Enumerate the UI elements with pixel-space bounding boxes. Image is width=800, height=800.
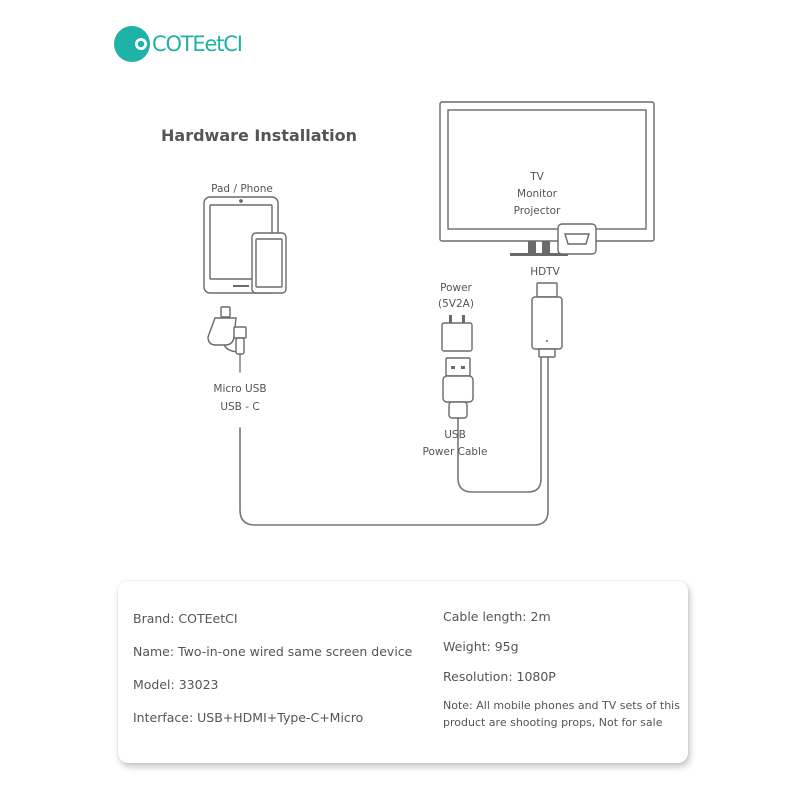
spec-resolution: Resolution: 1080P <box>443 669 556 684</box>
label-pad-phone: Pad / Phone <box>211 183 273 195</box>
page-title: Hardware Installation <box>161 126 358 145</box>
label-tv: TV <box>530 171 544 183</box>
spec-model: Model: 33023 <box>133 677 219 692</box>
usb-connector-icon <box>208 307 246 354</box>
label-monitor: Monitor <box>517 188 557 200</box>
spec-brand: Brand: COTEetCI <box>133 611 238 626</box>
spec-weight: Weight: 95g <box>443 639 519 654</box>
brand-name: COTEetCI <box>152 32 242 56</box>
label-projector: Projector <box>513 205 561 217</box>
usb-plug-icon <box>443 358 473 418</box>
spec-name: Name: Two-in-one wired same screen device <box>133 644 413 659</box>
label-micro-usb: Micro USB <box>213 383 267 395</box>
label-power-spec: (5V2A) <box>438 298 474 310</box>
hdmi-port-icon <box>558 224 596 254</box>
power-adapter-icon <box>442 315 472 351</box>
label-usb: USB <box>444 429 466 441</box>
label-power-cable: Power Cable <box>422 446 488 458</box>
label-usb-c: USB - C <box>220 401 260 413</box>
hdmi-dongle-icon <box>532 283 562 357</box>
specs-card <box>118 581 688 763</box>
spec-interface: Interface: USB+HDMI+Type-C+Micro <box>133 710 364 725</box>
label-power: Power <box>440 282 472 294</box>
main-cable <box>240 358 548 525</box>
label-hdtv: HDTV <box>530 266 560 278</box>
phone-icon <box>252 233 286 293</box>
spec-note: Note: All mobile phones and TV sets of this product are shooting props, Not for sale <box>443 699 680 729</box>
spec-cable-length: Cable length: 2m <box>443 609 551 624</box>
